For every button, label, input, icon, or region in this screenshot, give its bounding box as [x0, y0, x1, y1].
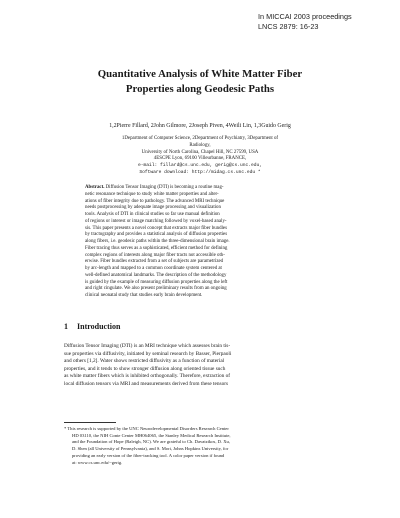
- footnote-line: * This research is supported by the UNC Neurodevelopmental Disorders Research Center: [64, 426, 229, 431]
- abstract-line: and right cingulate. We also present preliminary results from an ongoing: [85, 286, 227, 292]
- body-line: local diffusion tensors via MRI and measurements derived from these tensors: [64, 380, 229, 387]
- abstract-line: Fiber tracing thus serves as a sophisticated, efficient method for defining: [85, 245, 228, 251]
- lncs-reference: LNCS 2879: 16-23: [258, 22, 319, 31]
- abstract-line: ations of fiber integrity due to pathology. The advanced MRI technique: [85, 198, 225, 204]
- affiliation-line: Radiology,: [189, 142, 211, 148]
- abstract-line: is guided by the example of measuring diffusion properties along the left: [85, 279, 228, 285]
- affiliation-line: 4ESCPE Lyon, 69100 Villeurbanne, FRANCE,: [153, 156, 247, 162]
- title-line-1: Quantitative Analysis of White Matter Fiber: [97, 68, 303, 80]
- abstract-line: clinical neonatal study that studies early brain development.: [85, 293, 203, 298]
- footnote-line: at: www.cs.unc.edu/~gerig.: [72, 459, 123, 465]
- abstract-line: needs postprocessing by adequate image processing and visualization: [85, 205, 221, 211]
- paper-title: [40, 67, 360, 97]
- footnote-line: D. Shen (all University of Pennsylvania), and S. Mori, Johns Hopkins University, for: [72, 446, 229, 452]
- abstract-line: complex regions of interests along major fiber tracts not accessible oth-: [85, 252, 225, 258]
- abstract-text: Diffusion Tensor Imaging (DTI) is becoming a routine mag-: [104, 185, 224, 190]
- author-list: 1,2Pierre Fillard, 2John Gilmore, 2Joseph Piven, 4Weili Lin, 1,3Guido Gerig: [109, 123, 291, 129]
- footnote-rule: [64, 422, 116, 423]
- introduction-body: [64, 343, 340, 388]
- abstract: [85, 185, 316, 300]
- abstract-heading: Abstract.: [85, 185, 105, 190]
- body-line: and others [1,2]. Water shows restricted diffusivity as a function of material: [64, 358, 225, 365]
- affiliation-line: University of North Carolina, Chapel Hill, NC 27599, USA: [141, 149, 259, 155]
- email-line: e-mail: fillard@cs.unc.edu, gerig@cs.unc.edu,: [137, 163, 263, 169]
- abstract-line: along fibers, i.e. geodesic paths within the three-dimensional brain image.: [85, 239, 230, 244]
- affiliations: [70, 136, 330, 177]
- affiliation-line: 1Department of Computer Science, 2Department of Psychiatry, 3Department of: [121, 136, 279, 141]
- title-line-2: Properties along Geodesic Paths: [125, 83, 275, 95]
- abstract-line: well-defined anatomical landmarks. The description of the methodology: [85, 272, 227, 278]
- section-number: 1: [64, 322, 68, 331]
- body-line: properties, and it tends to show stronger diffusion along oriented tissue such: [64, 365, 226, 372]
- body-line: as white matter fibers which is inhibited orthogonally. Therefore, extraction of: [64, 373, 231, 380]
- abstract-line: erwise. Fiber bundles extracted from a set of subjects are parametrized: [85, 259, 224, 265]
- abstract-line: sis. This paper presents a novel concept that extracts major fiber bundles: [85, 225, 227, 231]
- body-line: Diffusion Tensor Imaging (DTI) is an MRI technique which assesses brain tis-: [64, 343, 231, 349]
- proceedings-note: [258, 12, 396, 32]
- footnote-line: and the Foundation of Hope (Raleigh, NC). We are grateful to Ch. Davatzikos, D. Xu,: [72, 439, 230, 445]
- body-line: sue properties via diffusivity, initiated by seminal research by Basser, Pierpaoli: [64, 350, 232, 357]
- abstract-line: by arc-length and mapped to a common coordinate system centered at: [85, 266, 222, 271]
- section-heading: [64, 322, 120, 331]
- abstract-line: tools. Analysis of DTI in clinical studies so far use manual definition: [85, 212, 220, 217]
- footnote-line: providing an early version of the fiber-tracking tool. A color paper version if found: [72, 452, 225, 458]
- abstract-line: of regions or interest or image matching followed by voxel-based analy-: [85, 218, 227, 224]
- software-download-line: Software download: http://midag.cs.unc.edu *: [139, 169, 261, 175]
- proceedings-line: In MICCAI 2003 proceedings: [258, 12, 352, 21]
- abstract-line: [85, 185, 316, 192]
- footnote-line: HD 03110, the NIH Conte Center MH064065, the Stanley Medical Research Institute,: [72, 432, 231, 438]
- section-title: Introduction: [77, 322, 121, 331]
- abstract-line: by tractography and provides a statistical analysis of diffusion properties: [85, 232, 228, 238]
- footnote: [64, 426, 340, 466]
- abstract-line: netic resonance technique to study white matter properties and alter-: [85, 191, 219, 197]
